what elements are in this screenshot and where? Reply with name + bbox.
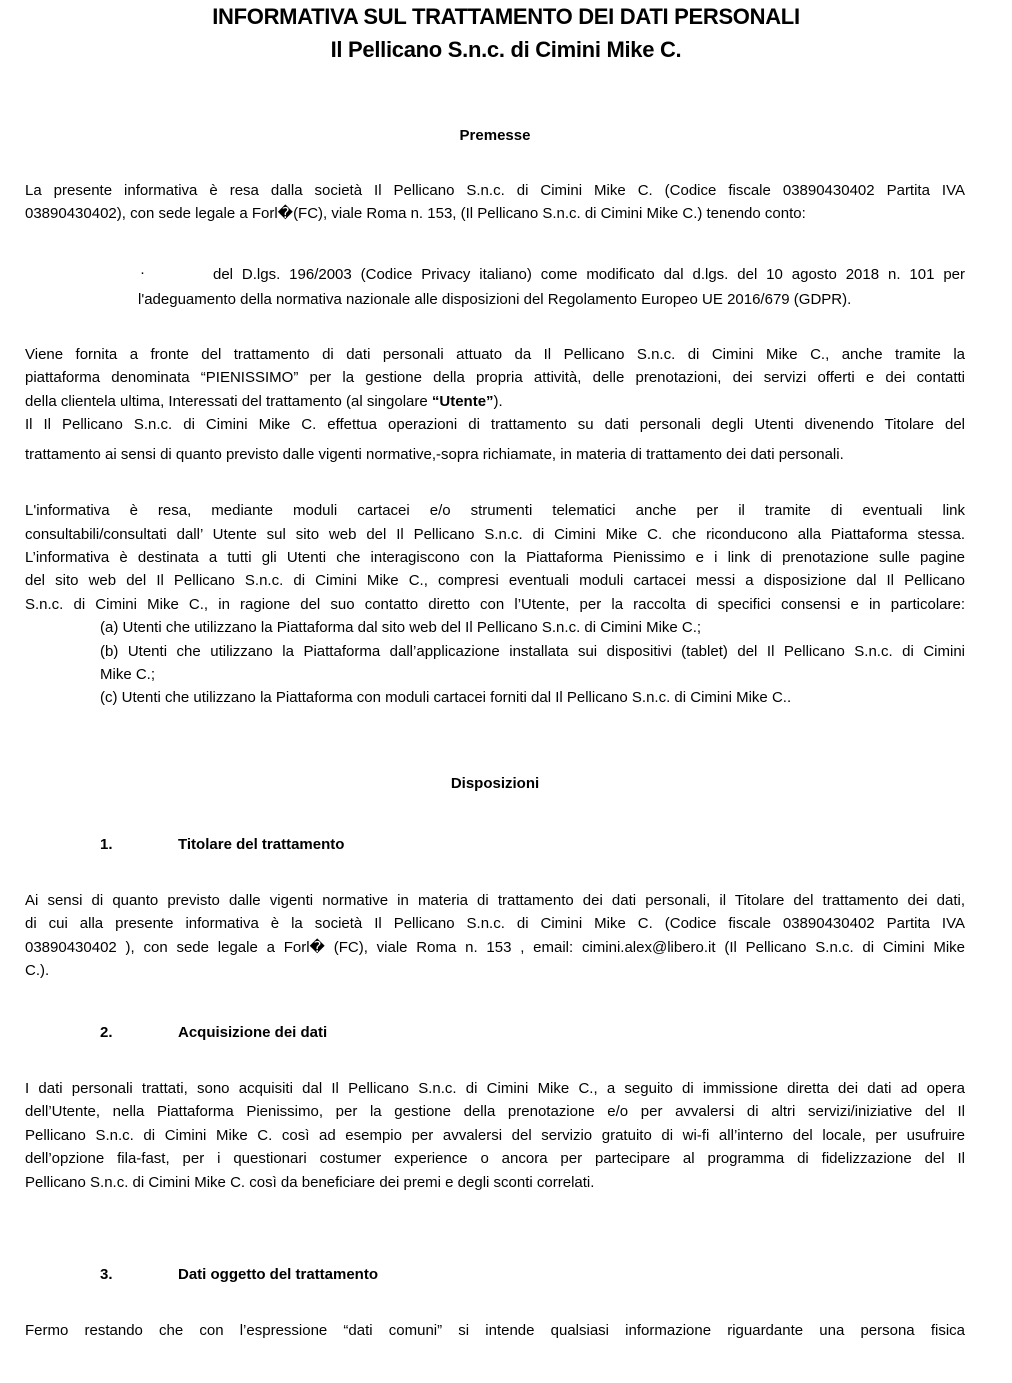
section-number: 2. bbox=[100, 1024, 113, 1041]
section-title-titolare: Titolare del trattamento bbox=[178, 836, 345, 853]
document-subtitle: Il Pellicano S.n.c. di Cimini Mike C. bbox=[330, 37, 682, 62]
section-line: di cui alla presente informativa è la società Il Pellicano S.n.c. di Cimini Mike C. (Codice fiscale 03890430402 Partita IVA bbox=[25, 915, 965, 932]
paragraph-text: della clientela ultima, Interessati del trattamento (al singolare bbox=[25, 393, 432, 410]
premesse-heading: Premesse bbox=[459, 127, 531, 144]
list-item: (b) Utenti che utilizzano la Piattaforma dall’applicazione installata sui dispositivi (tablet) del Il Pellicano S.n.c. di Cimini bbox=[100, 643, 965, 660]
utente-term: “Utente” bbox=[431, 393, 494, 410]
intro-line: 03890430402), con sede legale a Forl�(FC), viale Roma n. 153, (Il Pellicano S.n.c. di Cimini Mike C.) tenendo conto: bbox=[25, 205, 806, 222]
list-item: (c) Utenti che utilizzano la Piattaforma con moduli cartacei forniti dal Il Pellicano S.n.c. di Cimini Mike C.. bbox=[100, 689, 792, 706]
paragraph-line: Il Il Pellicano S.n.c. di Cimini Mike C. effettua operazioni di trattamento su dati personali degli Utenti divenendo Titolare del bbox=[25, 416, 965, 433]
bullet-marker: · bbox=[140, 264, 145, 281]
paragraph-line: del sito web del Il Pellicano S.n.c. di Cimini Mike C., compresi eventuali moduli cartacei messi a disposizione dal Il Pellicano bbox=[25, 572, 965, 589]
section-number: 1. bbox=[100, 836, 113, 853]
bullet-line: l'adeguamento della normativa nazionale alle disposizioni del Regolamento Europeo UE 2016/679 (GDPR). bbox=[138, 291, 852, 308]
paragraph-line bbox=[25, 392, 503, 412]
paragraph-line: L'informativa è resa, mediante moduli cartacei e/o strumenti telematici anche per il tramite di eventuali link bbox=[25, 502, 965, 519]
paragraph-line: L’informativa è destinata a tutti gli Utenti che interagiscono con la Piattaforma Pienissimo e i link di prenotazione sulle pagine bbox=[25, 549, 965, 566]
list-item: (a) Utenti che utilizzano la Piattaforma dal sito web del Il Pellicano S.n.c. di Cimini Mike C.; bbox=[100, 619, 702, 636]
paragraph-text: ). bbox=[493, 393, 503, 410]
section-line: dell’Utente, nella Piattaforma Pienissimo, per la gestione della prenotazione e/o per avvalersi di altri servizi/iniziative del Il bbox=[25, 1103, 965, 1120]
bullet-line: del D.lgs. 196/2003 (Codice Privacy italiano) come modificato dal d.lgs. del 10 agosto 2018 n. 101 per bbox=[213, 266, 965, 283]
intro-line: La presente informativa è resa dalla società Il Pellicano S.n.c. di Cimini Mike C. (Codice fiscale 03890430402 Partita IVA bbox=[25, 182, 965, 199]
section-title-dati-oggetto: Dati oggetto del trattamento bbox=[178, 1266, 379, 1283]
section-line: C.). bbox=[25, 962, 50, 979]
disposizioni-heading: Disposizioni bbox=[450, 775, 540, 792]
section-title-acquisizione: Acquisizione dei dati bbox=[178, 1024, 328, 1041]
paragraph-line: S.n.c. di Cimini Mike C., in ragione del suo contatto diretto con l’Utente, per la raccolta di specifici consensi e in particolare: bbox=[25, 596, 965, 613]
section-number: 3. bbox=[100, 1266, 113, 1283]
paragraph-line: trattamento ai sensi di quanto previsto dalle vigenti normative,-sopra richiamate, in materia di trattamento dei dati personali. bbox=[25, 446, 844, 463]
section-line: Ai sensi di quanto previsto dalle vigenti normative in materia di trattamento dei dati personali, il Titolare del trattamento dei dati, bbox=[25, 892, 965, 909]
section-line: I dati personali trattati, sono acquisiti dal Il Pellicano S.n.c. di Cimini Mike C., a seguito di immissione diretta dei dati ad opera bbox=[25, 1080, 965, 1097]
list-item: Mike C.; bbox=[100, 666, 156, 683]
document-title: INFORMATIVA SUL TRATTAMENTO DEI DATI PERSONALI bbox=[212, 4, 800, 29]
section-line: Pellicano S.n.c. di Cimini Mike C. così da beneficiare dei premi e degli sconti correlati. bbox=[25, 1174, 595, 1191]
section-line: dell’opzione fila-fast, per i questionari costumer experience o ancora per partecipare al programma di fidelizzazione del Il bbox=[25, 1150, 965, 1167]
section-line: Pellicano S.n.c. di Cimini Mike C. così ad esempio per avvalersi del servizio gratuito di wi-fi all’interno del locale, per usufruire bbox=[25, 1127, 965, 1144]
section-line: Fermo restando che con l’espressione “dati comuni” si intende qualsiasi informazione riguardante una persona fisica bbox=[25, 1322, 965, 1339]
paragraph-line: piattaforma denominata “PIENISSIMO” per la gestione della propria attività, delle prenotazioni, dei servizi offerti e dei contatti bbox=[25, 369, 965, 386]
section-line: 03890430402 ), con sede legale a Forl� (FC), viale Roma n. 153 , email: cimini.alex@libero.it (Il Pellicano S.n.c. di Cimini Mike bbox=[25, 939, 965, 956]
paragraph-line: Viene fornita a fronte del trattamento di dati personali attuato da Il Pellicano S.n.c. di Cimini Mike C., anche tramite la bbox=[25, 346, 965, 363]
paragraph-line: consultabili/consultati dall’ Utente sul sito web del Il Pellicano S.n.c. di Cimini Mike C. che riconducono alla Piattaforma stessa. bbox=[25, 526, 965, 543]
